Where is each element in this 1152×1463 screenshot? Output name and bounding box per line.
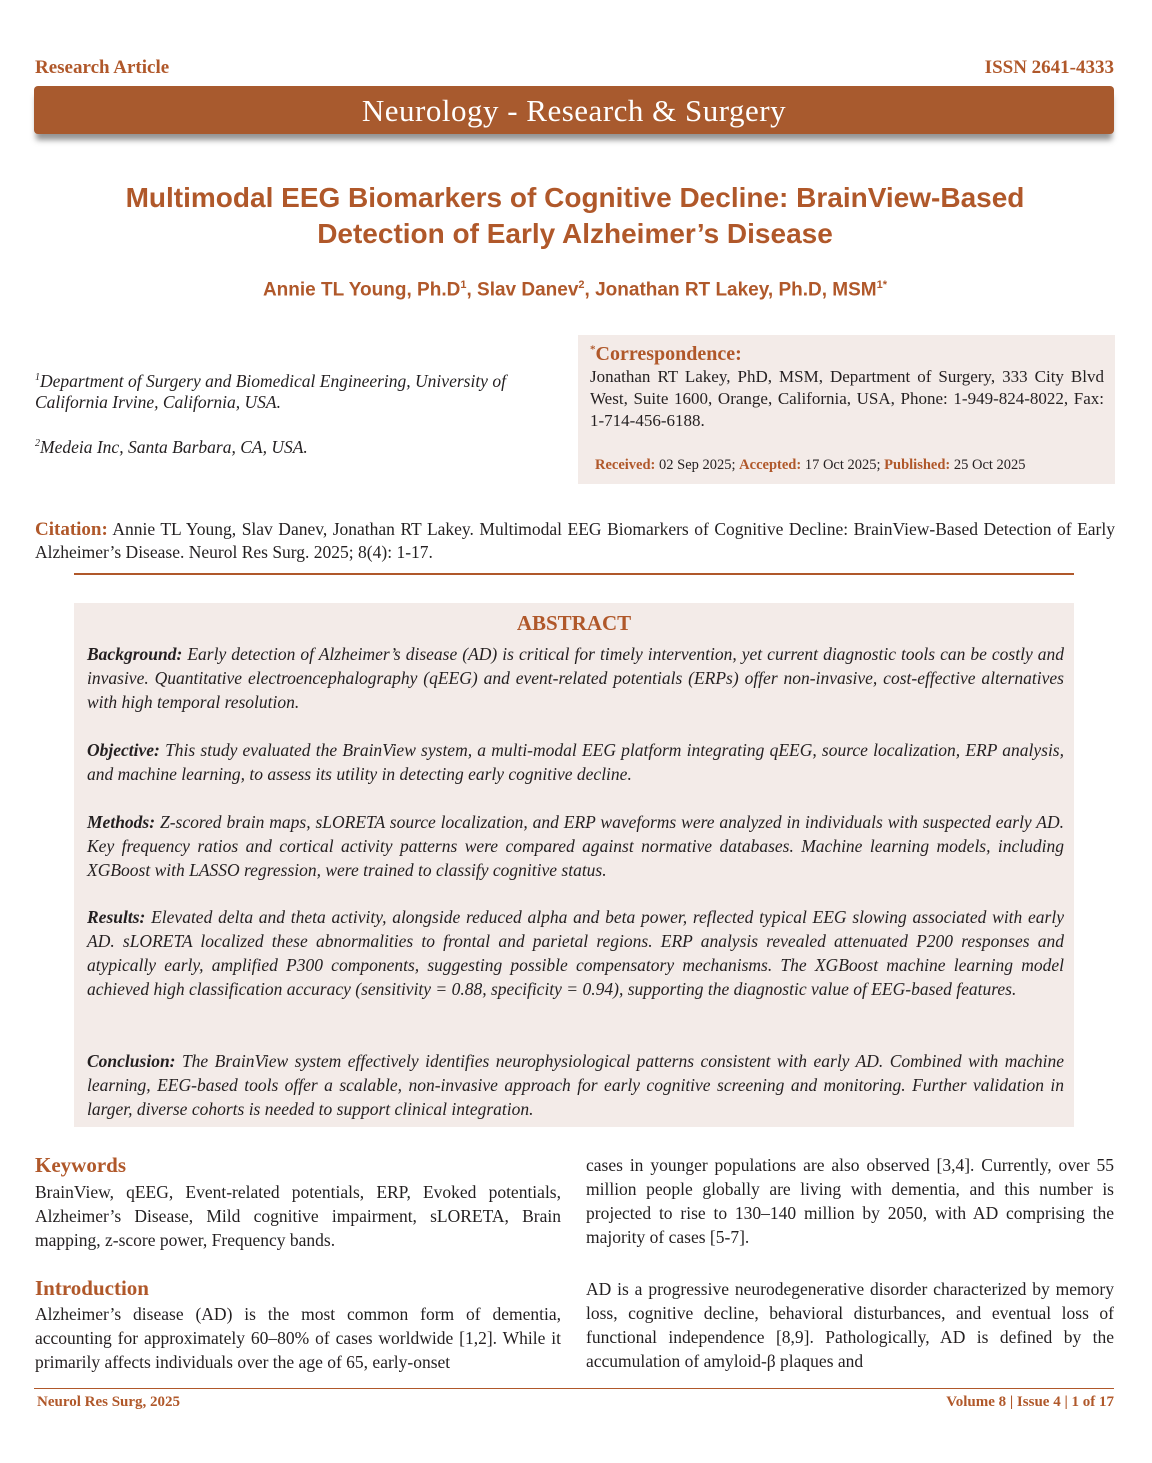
citation-label: Citation: <box>35 519 108 540</box>
affiliation-text: Medeia Inc, Santa Barbara, CA, USA. <box>40 436 308 457</box>
author-affil-sup: 1 <box>460 279 467 291</box>
citation <box>35 518 1115 564</box>
received-label: Received: <box>595 457 656 473</box>
paper-title <box>60 180 1090 252</box>
abstract-background <box>87 642 1064 714</box>
issn-label: ISSN 2641-4333 <box>984 57 1114 78</box>
paper-title-line-1: Multimodal EEG Biomarkers of Cognitive Decline: BrainView-Based <box>125 182 1025 213</box>
footer-journal: Neurol Res Surg, 2025 <box>37 1394 181 1410</box>
introduction-paragraph-1: Alzheimer’s disease (AD) is the most common form of dementia, accounting for approximately 60–80% of cases worldwide [1,2]. While it primarily affects individuals over the age of 65, early-onset <box>35 1304 561 1372</box>
correspondence-label: Correspondence: <box>595 343 742 365</box>
published-label: Published: <box>884 457 951 473</box>
abstract-methods <box>87 810 1064 882</box>
affiliation-sup: 2 <box>35 438 40 449</box>
abstract-section-label: Conclusion: <box>87 1051 176 1071</box>
accepted-date: 17 Oct 2025; <box>804 457 881 473</box>
author-name: Slav Danev <box>477 279 579 301</box>
abstract-section-label: Results: <box>87 907 146 927</box>
keywords-text: BrainView, qEEG, Event-related potentials, ERP, Evoked potentials, Alzheimer’s Disease, Mild cognitive impairment, sLORETA, Brain mapping, z-score power, Frequency bands. <box>35 1182 561 1250</box>
abstract-section-text: The BrainView system effectively identifies neurophysiological patterns consistent with early AD. Combined with machine learning, EEG-based tools offer a scalable, non-invasive approach for early cognitive screening and monitoring. Further validation in larger, diverse cohorts is needed to support clinical integration. <box>87 1051 1065 1119</box>
publication-dates <box>595 457 1026 474</box>
abstract-heading: ABSTRACT <box>516 611 632 635</box>
affiliation-2 <box>35 433 555 458</box>
paper-title-line-2: Detection of Early Alzheimer’s Disease <box>317 218 833 249</box>
abstract-objective <box>87 738 1064 786</box>
correspondence-box <box>578 335 1115 484</box>
abstract-section-label: Objective: <box>87 740 160 760</box>
published-date: 25 Oct 2025 <box>953 457 1026 473</box>
correspondence-marker: * <box>590 343 596 356</box>
abstract-section-text: Early detection of Alzheimer’s disease (AD) is critical for timely intervention, yet current diagnostic tools can be costly and invasive. Quantitative electroencephalography (qEEG) and event-related potentials (ERPs) offer non-invasive, cost-effective alternatives with high temporal resolution. <box>87 644 1065 712</box>
affiliation-text: Department of Surgery and Biomedical Engineering, University of California Irvine, California, USA. <box>35 370 506 412</box>
author-name: Jonathan RT Lakey, Ph.D, MSM <box>595 279 877 301</box>
abstract-section-label: Background: <box>87 644 183 664</box>
affiliation-sup: 1 <box>35 372 40 383</box>
abstract-box <box>74 603 1074 1127</box>
introduction-heading: Introduction <box>35 1276 149 1300</box>
citation-text: Annie TL Young, Slav Danev, Jonathan RT Lakey. Multimodal EEG Biomarkers of Cognitive Decline: BrainView-Based Detection of Early Alzheimer’s Disease. Neurol Res Surg. 2025; 8(4): 1-17. <box>35 519 1115 562</box>
journal-banner <box>34 86 1114 134</box>
correspondence-text: Jonathan RT Lakey, PhD, MSM, Department of Surgery, 333 City Blvd West, Suite 1600, Orange, California, USA, Phone: 1-949-824-8022, Fax: 1-714-456-6188. <box>590 367 1104 430</box>
abstract-section-text: Z-scored brain maps, sLORETA source localization, and ERP waveforms were analyzed in individuals with suspected early AD. Key frequency ratios and cortical activity patterns were compared against normative databases. Machine learning models, including XGBoost with LASSO regression, were trained to classify cognitive status. <box>87 812 1064 880</box>
introduction-paragraph-2: AD is a progressive neurodegenerative disorder characterized by memory loss, cognitive decline, behavioral disturbances, and eventual loss of functional independence [8,9]. Pathologically, AD is defined by the accumulation of amyloid-β plaques and <box>586 1279 1114 1371</box>
abstract-results <box>87 905 1064 1001</box>
correspondence-heading <box>590 343 742 366</box>
divider-rule <box>74 573 1074 575</box>
abstract-section-text: This study evaluated the BrainView system, a multi-modal EEG platform integrating qEEG, source localization, ERP analysis, and machine learning, to assess its utility in detecting early cognitive decline. <box>87 740 1064 784</box>
abstract-conclusion <box>87 1049 1064 1121</box>
received-date: 02 Sep 2025; <box>659 457 736 473</box>
accepted-label: Accepted: <box>739 457 802 473</box>
journal-name: Neurology - Research & Surgery <box>361 93 787 128</box>
introduction-paragraph-1-cont: cases in younger populations are also observed [3,4]. Currently, over 55 million people globally are living with dementia, and this number is projected to rise to 130–140 million by 2050, with AD comprising the majority of cases [5-7]. <box>586 1155 1114 1247</box>
footer-volume: Volume 8 | Issue 4 | 1 of 17 <box>946 1394 1114 1410</box>
author-name: Annie TL Young, Ph.D <box>262 279 461 301</box>
footer-rule <box>34 1388 1114 1389</box>
abstract-section-text: Elevated delta and theta activity, alongside reduced alpha and beta power, reflected typical EEG slowing associated with early AD. sLORETA localized these abnormalities to frontal and parietal regions. ERP analysis revealed attenuated P200 responses and atypically early, amplified P300 components, suggesting possible compensatory mechanisms. The XGBoost machine learning model achieved high classification accuracy (sensitivity = 0.88, specificity = 0.94), supporting the diagnostic value of EEG-based features. <box>87 907 1064 999</box>
affiliation-1 <box>35 367 555 413</box>
author-affil-sup: 2 <box>578 279 585 291</box>
keywords-heading: Keywords <box>35 1153 126 1177</box>
author-affil-sup: 1* <box>876 279 888 291</box>
article-type-label: Research Article <box>35 57 170 78</box>
author-list: Annie TL Young, $Ph.D^1$, Slav Danev$^2$, Jonathan RT Lakey, Ph.D, $MSM^{1*}$ <box>262 279 888 301</box>
abstract-section-label: Methods: <box>87 812 156 832</box>
